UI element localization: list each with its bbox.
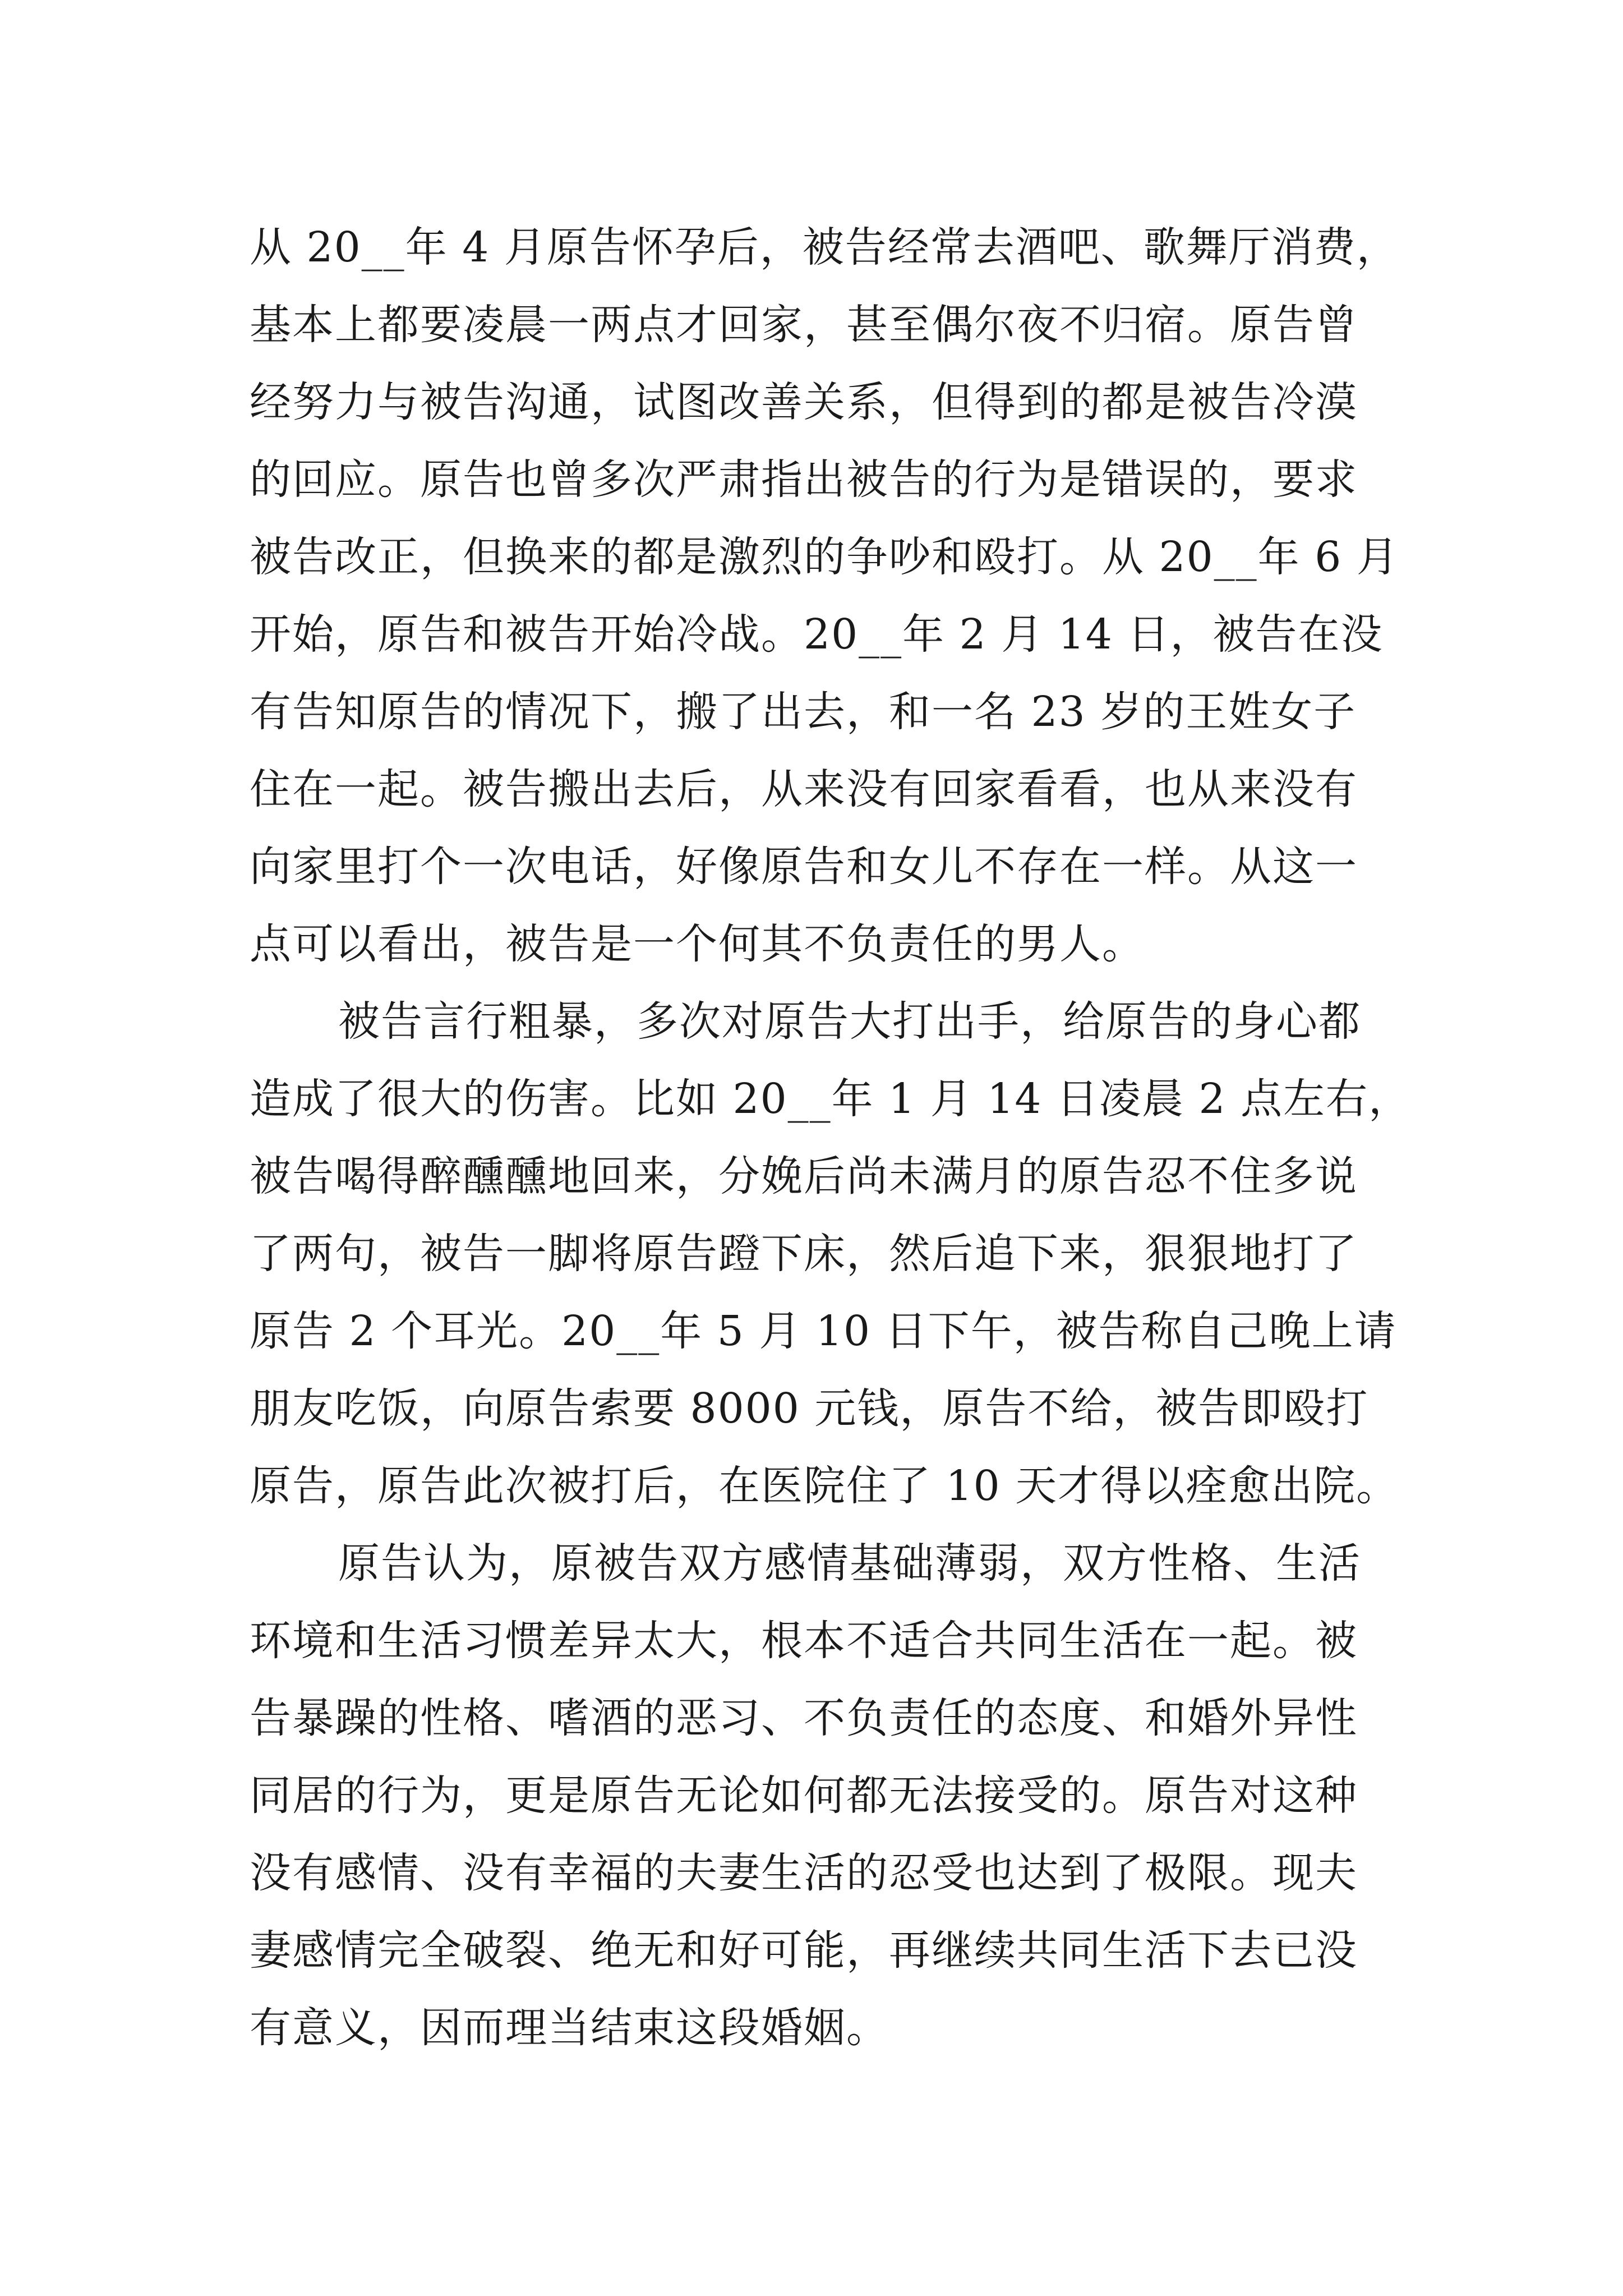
text-line: 有告知原告的情况下，搬了出去，和一名 23 岁的王姓女子 bbox=[250, 688, 1357, 736]
text-line: 向家里打个一次电话，好像原告和女儿不存在一样。从这一 bbox=[250, 843, 1358, 891]
text-line: 从 20__年 4 月原告怀孕后，被告经常去酒吧、歌舞厅消费， bbox=[250, 223, 1399, 272]
text-line: 没有感情、没有幸福的夫妻生活的忍受也达到了极限。现夫 bbox=[250, 1849, 1358, 1897]
text-line: 开始，原告和被告开始冷战。20__年 2 月 14 日，被告在没 bbox=[250, 610, 1384, 659]
text-line: 造成了很大的伤害。比如 20__年 1 月 14 日凌晨 2 点左右， bbox=[250, 1075, 1412, 1123]
text-line: 环境和生活习惯差异太大，根本不适合共同生活在一起。被 bbox=[250, 1617, 1358, 1665]
text-line: 的回应。原告也曾多次严肃指出被告的行为是错误的，要求 bbox=[250, 455, 1358, 504]
text-line: 被告言行粗暴，多次对原告大打出手，给原告的身心都 bbox=[338, 997, 1361, 1046]
text-line: 朋友吃饭，向原告索要 8000 元钱，原告不给，被告即殴打 bbox=[250, 1384, 1369, 1433]
text-line: 被告改正，但换来的都是激烈的争吵和殴打。从 20__年 6 月 bbox=[250, 533, 1399, 581]
text-line: 住在一起。被告搬出去后，从来没有回家看看，也从来没有 bbox=[250, 765, 1358, 813]
text-line: 妻感情完全破裂、绝无和好可能，再继续共同生活下去已没 bbox=[250, 1926, 1358, 1975]
text-line: 告暴躁的性格、嗜酒的恶习、不负责任的态度、和婚外异性 bbox=[250, 1694, 1358, 1742]
paragraph-1 bbox=[250, 209, 1399, 983]
text-line: 原告，原告此次被打后，在医院住了 10 天才得以痊愈出院。 bbox=[250, 1462, 1399, 1510]
text-line: 原告 2 个耳光。20__年 5 月 10 日下午，被告称自己晚上请 bbox=[250, 1307, 1397, 1355]
text-line: 同居的行为，更是原告无论如何都无法接受的。原告对这种 bbox=[250, 1772, 1358, 1820]
document-body bbox=[250, 209, 1412, 2067]
text-line: 原告认为，原被告双方感情基础薄弱，双方性格、生活 bbox=[338, 1539, 1361, 1588]
text-line: 了两句，被告一脚将原告蹬下床，然后追下来，狠狠地打了 bbox=[250, 1230, 1358, 1278]
text-line: 被告喝得醉醺醺地回来，分娩后尚未满月的原告忍不住多说 bbox=[250, 1152, 1358, 1200]
text-line: 经努力与被告沟通，试图改善关系，但得到的都是被告冷漠 bbox=[250, 378, 1358, 426]
paragraph-3 bbox=[250, 1525, 1388, 2067]
text-line: 有意义，因而理当结束这段婚姻。 bbox=[250, 2004, 889, 2052]
paragraph-2 bbox=[250, 983, 1412, 1525]
text-line: 基本上都要凌晨一两点才回家，甚至偶尔夜不归宿。原告曾 bbox=[250, 301, 1358, 349]
text-line: 点可以看出，被告是一个何其不负责任的男人。 bbox=[250, 920, 1145, 968]
